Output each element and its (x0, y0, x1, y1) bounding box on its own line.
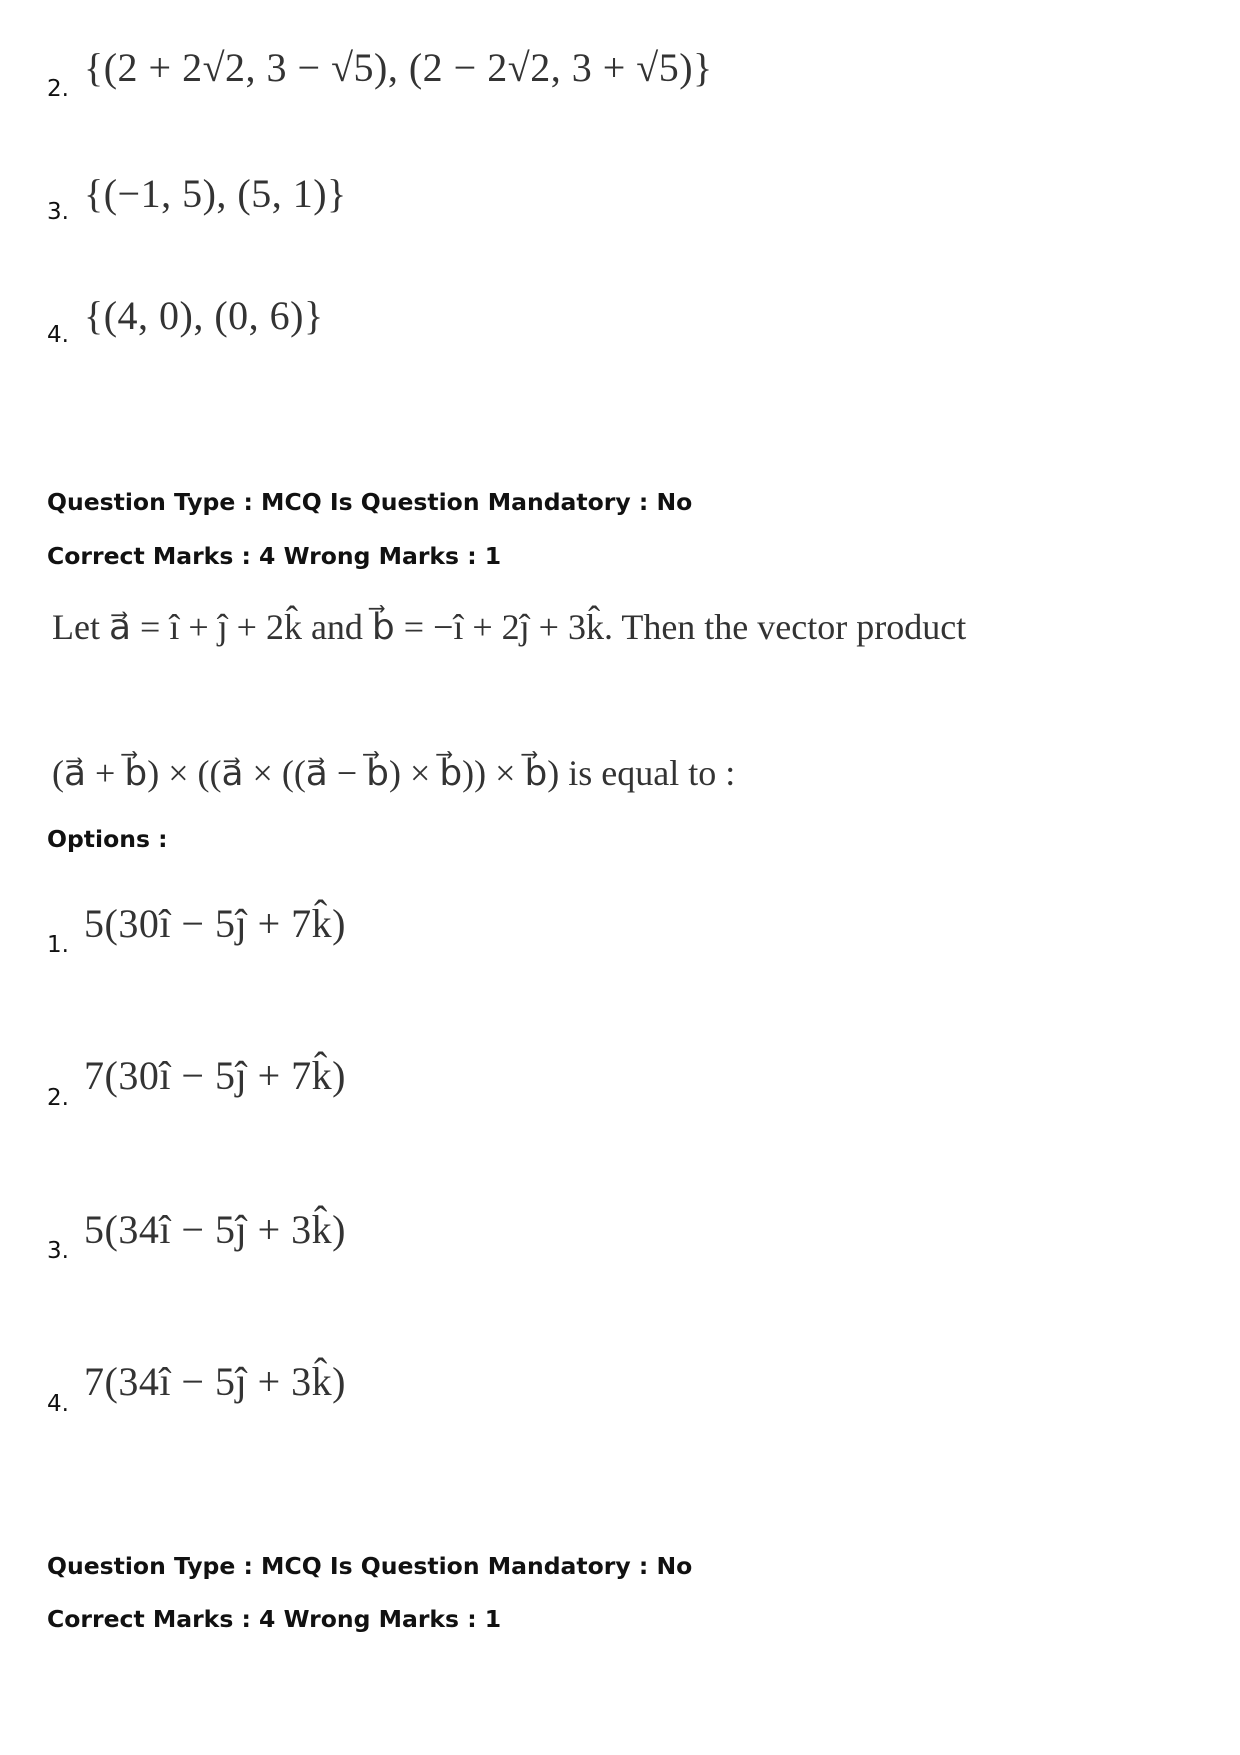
marks-line: Correct Marks : 4 Wrong Marks : 1 (47, 542, 502, 570)
question-stem-line2: (a⃗ + b⃗) × ((a⃗ × ((a⃗ − b⃗) × b⃗)) × b⃗) is equal to : (52, 753, 736, 793)
option-text: {(2 + 2√2, 3 − √5), (2 − 2√2, 3 + √5)} (84, 45, 713, 90)
option-number: 3. (47, 199, 69, 225)
option-text: {(4, 0), (0, 6)} (84, 293, 324, 338)
option-text: 7(34î − 5ĵ + 3k̂) (84, 1359, 346, 1404)
option-number: 4. (47, 322, 69, 348)
option-text: 5(34î − 5ĵ + 3k̂) (84, 1207, 346, 1252)
marks-line: Correct Marks : 4 Wrong Marks : 1 (47, 1605, 502, 1633)
option-text: {(−1, 5), (5, 1)} (84, 171, 347, 216)
option-number: 2. (47, 76, 69, 102)
question-type-line: Question Type : MCQ Is Question Mandatory : No (47, 488, 693, 516)
question-type-line: Question Type : MCQ Is Question Mandatory : No (47, 1552, 693, 1580)
option-number: 1. (47, 932, 69, 958)
option-number: 3. (47, 1238, 69, 1264)
option-text: 5(30î − 5ĵ + 7k̂) (84, 901, 346, 946)
option-text: 7(30î − 5ĵ + 7k̂) (84, 1053, 346, 1098)
question-stem-line1: Let a⃗ = î + ĵ + 2k̂ and b⃗ = −î + 2ĵ + 3k̂. Then the vector product (52, 607, 967, 647)
option-number: 2. (47, 1085, 69, 1111)
option-number: 4. (47, 1391, 69, 1417)
options-label: Options : (47, 825, 168, 853)
